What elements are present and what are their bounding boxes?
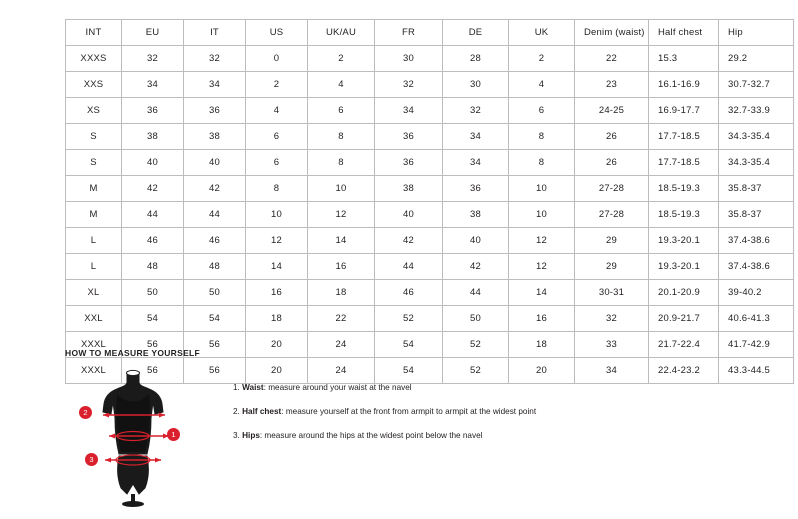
cell-us: 14: [246, 254, 308, 280]
cell-eu: 50: [122, 280, 184, 306]
table-row: [66, 202, 794, 228]
cell-it: 48: [184, 254, 246, 280]
measure-note-index-1: 1.: [233, 383, 240, 392]
table-row: [66, 280, 794, 306]
cell-us: 18: [246, 306, 308, 332]
cell-denim-waist: 34: [575, 358, 649, 384]
column-header-it: IT: [184, 20, 246, 46]
cell-uk-au: 10: [308, 176, 375, 202]
table-row: [66, 46, 794, 72]
cell-eu: 32: [122, 46, 184, 72]
cell-eu: 42: [122, 176, 184, 202]
how-to-measure-title: HOW TO MEASURE YOURSELF: [65, 348, 201, 358]
cell-denim-waist: 27-28: [575, 176, 649, 202]
cell-it: 44: [184, 202, 246, 228]
size-table-container: [65, 19, 770, 384]
cell-half-chest: 16.9-17.7: [649, 98, 719, 124]
cell-uk: 12: [509, 254, 575, 280]
cell-half-chest: 22.4-23.2: [649, 358, 719, 384]
cell-uk: 4: [509, 72, 575, 98]
cell-hip: 40.6-41.3: [719, 306, 794, 332]
cell-it: 50: [184, 280, 246, 306]
cell-it: 32: [184, 46, 246, 72]
cell-de: 52: [443, 358, 509, 384]
cell-hip: 37.4-38.6: [719, 228, 794, 254]
table-row: [66, 254, 794, 280]
cell-uk-au: 8: [308, 150, 375, 176]
cell-de: 36: [443, 176, 509, 202]
cell-us: 16: [246, 280, 308, 306]
cell-denim-waist: 26: [575, 124, 649, 150]
table-row: [66, 228, 794, 254]
cell-it: 56: [184, 358, 246, 384]
cell-denim-waist: 22: [575, 46, 649, 72]
cell-us: 2: [246, 72, 308, 98]
cell-hip: 35.8-37: [719, 202, 794, 228]
cell-fr: 46: [375, 280, 443, 306]
cell-de: 50: [443, 306, 509, 332]
cell-fr: 54: [375, 358, 443, 384]
cell-fr: 40: [375, 202, 443, 228]
cell-int: S: [66, 150, 122, 176]
cell-half-chest: 17.7-18.5: [649, 124, 719, 150]
cell-de: 34: [443, 124, 509, 150]
table-row: [66, 98, 794, 124]
cell-hip: 43.3-44.5: [719, 358, 794, 384]
cell-uk-au: 18: [308, 280, 375, 306]
cell-us: 20: [246, 332, 308, 358]
cell-us: 0: [246, 46, 308, 72]
cell-fr: 42: [375, 228, 443, 254]
how-to-measure-body: [65, 368, 745, 508]
measure-note-index-3: 3.: [233, 431, 240, 440]
cell-de: 42: [443, 254, 509, 280]
cell-eu: 44: [122, 202, 184, 228]
cell-hip: 30.7-32.7: [719, 72, 794, 98]
cell-eu: 48: [122, 254, 184, 280]
cell-eu: 38: [122, 124, 184, 150]
measure-note-hips: [233, 430, 536, 442]
column-header-half-chest: Half chest: [649, 20, 719, 46]
cell-denim-waist: 32: [575, 306, 649, 332]
cell-uk: 10: [509, 176, 575, 202]
cell-uk: 12: [509, 228, 575, 254]
cell-hip: 32.7-33.9: [719, 98, 794, 124]
table-row: [66, 124, 794, 150]
cell-fr: 52: [375, 306, 443, 332]
cell-denim-waist: 24-25: [575, 98, 649, 124]
cell-us: 6: [246, 150, 308, 176]
cell-denim-waist: 29: [575, 254, 649, 280]
cell-int: L: [66, 228, 122, 254]
cell-int: XXS: [66, 72, 122, 98]
measure-badge-3: 3: [85, 453, 98, 466]
cell-it: 42: [184, 176, 246, 202]
cell-eu: 34: [122, 72, 184, 98]
cell-uk: 6: [509, 98, 575, 124]
cell-fr: 30: [375, 46, 443, 72]
cell-eu: 54: [122, 306, 184, 332]
cell-half-chest: 19.3-20.1: [649, 254, 719, 280]
measure-note-term-waist: Waist: [242, 383, 264, 392]
size-conversion-table: [65, 19, 794, 384]
column-header-de: DE: [443, 20, 509, 46]
cell-uk: 2: [509, 46, 575, 72]
cell-us: 12: [246, 228, 308, 254]
cell-us: 8: [246, 176, 308, 202]
column-header-us: US: [246, 20, 308, 46]
cell-half-chest: 20.1-20.9: [649, 280, 719, 306]
measure-note-text-waist: : measure around your waist at the navel: [263, 383, 412, 392]
cell-denim-waist: 33: [575, 332, 649, 358]
measure-note-term-half-chest: Half chest: [242, 407, 282, 416]
cell-uk: 8: [509, 124, 575, 150]
column-header-fr: FR: [375, 20, 443, 46]
cell-fr: 36: [375, 150, 443, 176]
cell-denim-waist: 30-31: [575, 280, 649, 306]
cell-us: 20: [246, 358, 308, 384]
cell-uk: 20: [509, 358, 575, 384]
cell-hip: 39-40.2: [719, 280, 794, 306]
how-to-measure-section: [65, 348, 745, 508]
column-header-hip: Hip: [719, 20, 794, 46]
cell-eu: 46: [122, 228, 184, 254]
cell-fr: 34: [375, 98, 443, 124]
column-header-uk: UK: [509, 20, 575, 46]
cell-uk-au: 24: [308, 332, 375, 358]
cell-uk: 16: [509, 306, 575, 332]
cell-it: 36: [184, 98, 246, 124]
cell-us: 10: [246, 202, 308, 228]
cell-uk-au: 24: [308, 358, 375, 384]
cell-denim-waist: 29: [575, 228, 649, 254]
cell-uk-au: 22: [308, 306, 375, 332]
cell-fr: 36: [375, 124, 443, 150]
cell-it: 38: [184, 124, 246, 150]
cell-int: XL: [66, 280, 122, 306]
cell-fr: 32: [375, 72, 443, 98]
cell-hip: 35.8-37: [719, 176, 794, 202]
cell-uk: 10: [509, 202, 575, 228]
cell-fr: 38: [375, 176, 443, 202]
cell-uk-au: 8: [308, 124, 375, 150]
cell-de: 38: [443, 202, 509, 228]
cell-de: 28: [443, 46, 509, 72]
cell-fr: 44: [375, 254, 443, 280]
cell-eu: 36: [122, 98, 184, 124]
cell-half-chest: 17.7-18.5: [649, 150, 719, 176]
column-header-eu: EU: [122, 20, 184, 46]
cell-uk: 8: [509, 150, 575, 176]
cell-denim-waist: 26: [575, 150, 649, 176]
cell-half-chest: 16.1-16.9: [649, 72, 719, 98]
cell-int: L: [66, 254, 122, 280]
cell-fr: 54: [375, 332, 443, 358]
cell-int: S: [66, 124, 122, 150]
cell-denim-waist: 27-28: [575, 202, 649, 228]
cell-uk-au: 16: [308, 254, 375, 280]
cell-half-chest: 18.5-19.3: [649, 176, 719, 202]
cell-uk-au: 6: [308, 98, 375, 124]
cell-int: M: [66, 176, 122, 202]
cell-int: XXXL: [66, 358, 122, 384]
cell-hip: 41.7-42.9: [719, 332, 794, 358]
cell-uk-au: 14: [308, 228, 375, 254]
cell-de: 34: [443, 150, 509, 176]
column-header-denim-waist: Denim (waist): [575, 20, 649, 46]
cell-uk-au: 2: [308, 46, 375, 72]
cell-it: 54: [184, 306, 246, 332]
cell-denim-waist: 23: [575, 72, 649, 98]
cell-uk: 14: [509, 280, 575, 306]
table-row: [66, 176, 794, 202]
cell-eu: 56: [122, 332, 184, 358]
column-header-int: INT: [66, 20, 122, 46]
measure-badge-2: 2: [79, 406, 92, 419]
cell-it: 40: [184, 150, 246, 176]
cell-int: XXXL: [66, 332, 122, 358]
cell-uk-au: 12: [308, 202, 375, 228]
measure-note-waist: [233, 382, 536, 394]
cell-half-chest: 21.7-22.4: [649, 332, 719, 358]
cell-int: M: [66, 202, 122, 228]
cell-half-chest: 15.3: [649, 46, 719, 72]
table-row: [66, 150, 794, 176]
cell-half-chest: 18.5-19.3: [649, 202, 719, 228]
cell-uk: 18: [509, 332, 575, 358]
measure-note-text-half-chest: : measure yourself at the front from armpit to armpit at the widest point: [281, 407, 537, 416]
cell-de: 40: [443, 228, 509, 254]
cell-eu: 40: [122, 150, 184, 176]
cell-half-chest: 20.9-21.7: [649, 306, 719, 332]
table-row: [66, 306, 794, 332]
column-header-uk-au: UK/AU: [308, 20, 375, 46]
cell-int: XXXS: [66, 46, 122, 72]
cell-us: 4: [246, 98, 308, 124]
measure-note-half-chest: [233, 406, 536, 418]
measure-note-term-hips: Hips: [242, 431, 260, 440]
table-header-row: [66, 20, 794, 46]
cell-it: 34: [184, 72, 246, 98]
cell-int: XXL: [66, 306, 122, 332]
measure-note-index-2: 2.: [233, 407, 240, 416]
measure-note-text-hips: : measure around the hips at the widest point below the navel: [259, 431, 483, 440]
cell-de: 52: [443, 332, 509, 358]
cell-de: 32: [443, 98, 509, 124]
mannequin-diagram: [83, 368, 203, 508]
cell-half-chest: 19.3-20.1: [649, 228, 719, 254]
cell-de: 30: [443, 72, 509, 98]
measure-badge-1: 1: [167, 428, 180, 441]
cell-hip: 34.3-35.4: [719, 124, 794, 150]
cell-eu: 56: [122, 358, 184, 384]
cell-it: 46: [184, 228, 246, 254]
cell-uk-au: 4: [308, 72, 375, 98]
cell-int: XS: [66, 98, 122, 124]
table-row: [66, 72, 794, 98]
cell-it: 56: [184, 332, 246, 358]
cell-us: 6: [246, 124, 308, 150]
cell-hip: 37.4-38.6: [719, 254, 794, 280]
mannequin-illustration-icon: [83, 368, 203, 508]
cell-hip: 34.3-35.4: [719, 150, 794, 176]
measure-instructions-list: [233, 368, 536, 454]
cell-de: 44: [443, 280, 509, 306]
cell-hip: 29.2: [719, 46, 794, 72]
